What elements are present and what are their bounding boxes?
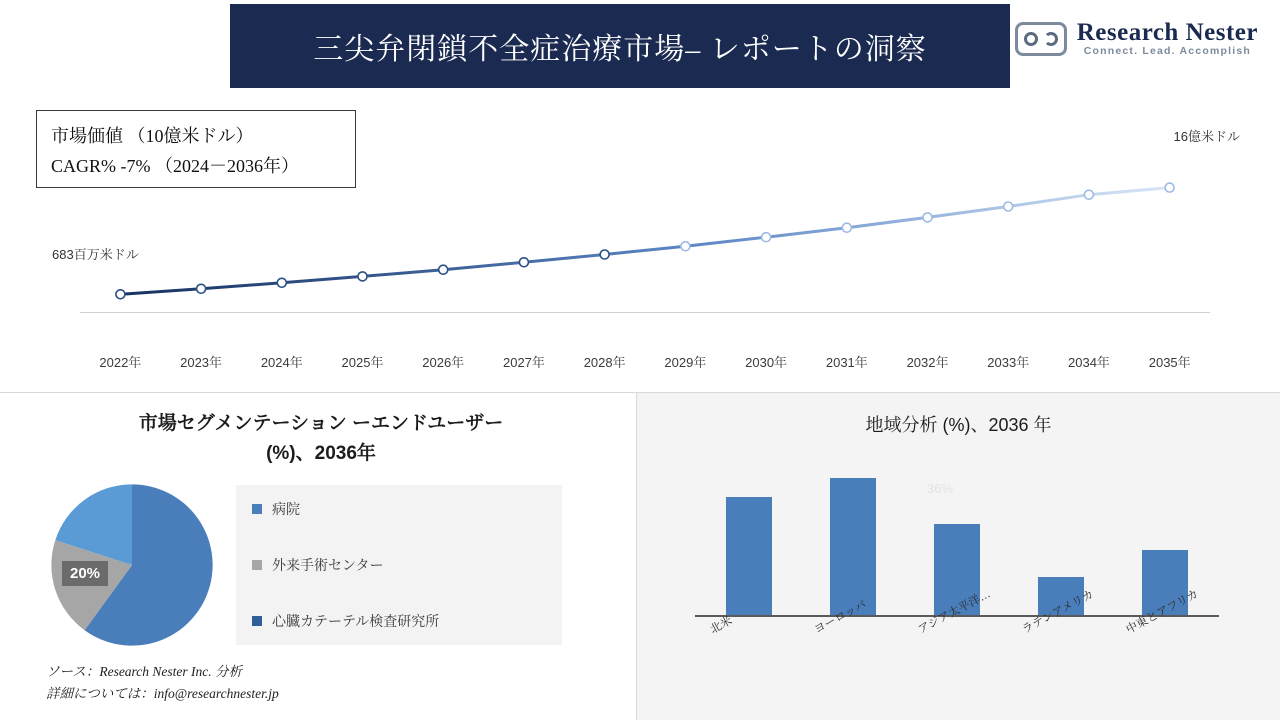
- segmentation-panel: [0, 393, 636, 720]
- brand-tagline: Connect. Lead. Accomplish: [1083, 45, 1252, 58]
- x-tick: 2033年: [987, 355, 1030, 370]
- line-point: [600, 250, 609, 259]
- source-note: [46, 661, 279, 705]
- line-point: [519, 258, 528, 267]
- bar-x-tick: 北米: [708, 614, 735, 637]
- pie-legend: [236, 485, 562, 645]
- legend-swatch-hospital: [252, 504, 262, 514]
- market-value-label: 市場価値 （10億米ドル）: [51, 126, 254, 146]
- legend-item: [252, 555, 546, 575]
- x-tick: 2023年: [180, 355, 223, 370]
- line-point: [1084, 190, 1093, 199]
- x-tick: 2034年: [1068, 355, 1110, 370]
- legend-label: 病院: [272, 501, 300, 517]
- title-band: [230, 4, 1010, 88]
- page-title: 三尖弁閉鎖不全症治療市場– レポートの洞察: [313, 33, 927, 66]
- x-tick: 2026年: [422, 355, 465, 370]
- line-chart-svg: [0, 96, 1280, 392]
- line-point: [842, 223, 851, 232]
- bar-x-tick: 中東とアフリカ: [1124, 588, 1201, 637]
- bar-x-tick: アジア太平洋…: [916, 588, 993, 637]
- line-chart: [0, 96, 1280, 392]
- x-tick: 2031年: [825, 355, 868, 370]
- line-point: [277, 278, 286, 287]
- line-point: [923, 213, 932, 222]
- x-tick: 2027年: [502, 355, 545, 370]
- segmentation-title: [36, 409, 606, 469]
- brand-name: Research Nester: [1076, 19, 1258, 46]
- x-axis-labels: [80, 352, 1210, 371]
- line-point: [197, 284, 206, 293]
- x-tick: 2035年: [1148, 355, 1191, 370]
- line-point: [116, 290, 125, 299]
- line-point: [681, 242, 690, 251]
- bar-x-labels: [697, 588, 1217, 639]
- bar-x-tick: ラテンアメリカ: [1020, 588, 1096, 637]
- line-point: [358, 272, 367, 281]
- source-line-2: 詳細については：info@researchnester.jp: [46, 686, 279, 701]
- pie-data-label: 20%: [62, 561, 108, 586]
- line-point: [1004, 202, 1013, 211]
- source-line-1: ソース：Research Nester Inc. 分析: [46, 664, 243, 679]
- x-axis-line: [80, 312, 1210, 313]
- bar-watermark-label: 36%: [927, 481, 954, 496]
- brand-text: [1077, 20, 1258, 57]
- line-point: [439, 265, 448, 274]
- legend-label: 外来手術センター: [272, 557, 384, 573]
- x-tick: 2025年: [341, 355, 384, 370]
- segmentation-title-line1: 市場セグメンテーション ーエンドユーザー: [138, 413, 504, 434]
- x-tick: 2029年: [664, 355, 707, 370]
- legend-label: 心臓カテーテル検査研究所: [272, 613, 440, 629]
- logo-icon: [1015, 22, 1067, 56]
- end-value-annotation: 16億米ドル: [1173, 129, 1240, 144]
- regional-title: 地域分析 (%)、2036 年: [865, 415, 1052, 435]
- line-point: [762, 233, 771, 242]
- legend-item: [252, 611, 546, 631]
- x-tick: 2032年: [906, 355, 949, 370]
- report-header: [0, 0, 1280, 96]
- bar-x-tick: ヨーロッパ: [812, 598, 869, 637]
- cagr-label: CAGR% -7% （2024－2036年）: [51, 156, 299, 176]
- legend-item: [252, 499, 546, 519]
- brand-logo: [1015, 20, 1258, 57]
- legend-swatch-cathlab: [252, 616, 262, 626]
- legend-swatch-asc: [252, 560, 262, 570]
- segmentation-title-line2: (%)、2036年: [266, 443, 376, 464]
- x-tick: 2022年: [99, 355, 142, 370]
- start-value-annotation: 683百万米ドル: [52, 247, 139, 262]
- x-tick: 2030年: [745, 355, 788, 370]
- x-tick: 2024年: [260, 355, 303, 370]
- x-tick: 2028年: [583, 355, 626, 370]
- line-point: [1165, 183, 1174, 192]
- regional-panel: [637, 393, 1280, 720]
